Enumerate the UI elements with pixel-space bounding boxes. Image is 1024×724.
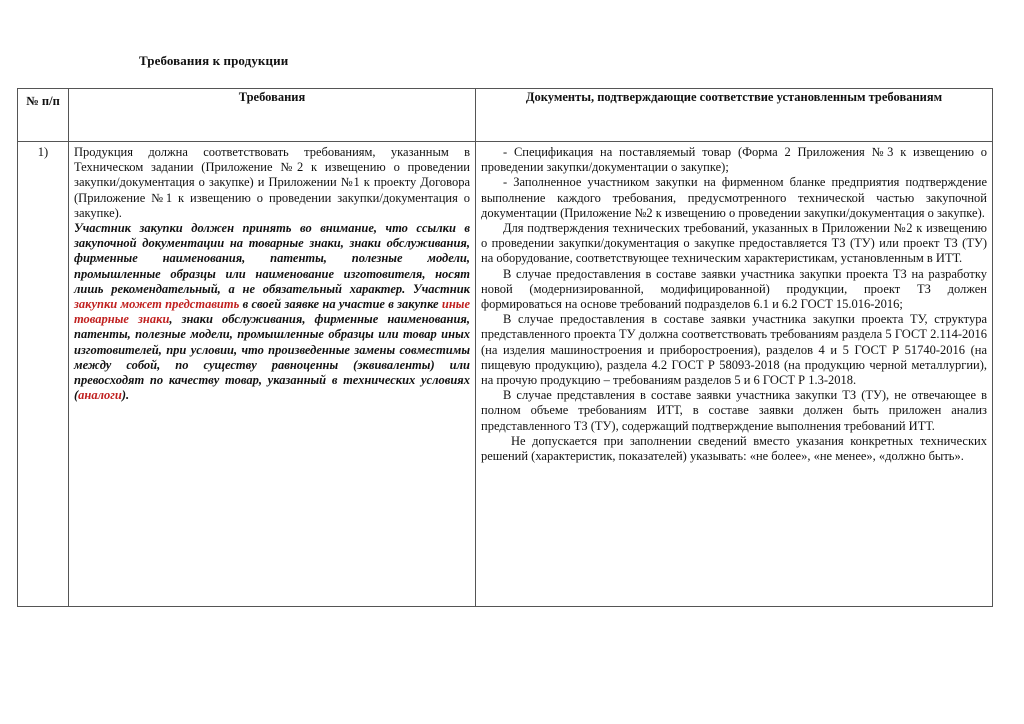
doc-paragraph: Для подтверждения технических требований, указанных в Приложении №2 к извещению о проведении закупки/документация о закупке предоставляется ТЗ (ТУ) или проект ТЗ (ТУ) на оборудование, соответствующее техническим характеристикам, установленным в ИТТ. bbox=[481, 221, 987, 266]
header-requirements: Требования bbox=[69, 89, 476, 142]
note-intro: Участник закупки должен принять во внимание, что ссылки в закупочной документации на товарные знаки, знаки обслуживания, фирменные наименования, патенты, полезные модели, промышленные образцы или наименование изготовителя, носят лишь рекомендательный, а не обязательный характер. Участник bbox=[74, 221, 470, 296]
requirements-table bbox=[17, 88, 993, 607]
note-mid-1: в своей заявке на участие в закупке bbox=[239, 297, 442, 312]
note-red-1: закупки может представить bbox=[74, 297, 240, 312]
doc-paragraph: В случае представления в составе заявки участника закупки ТЗ (ТУ), не отвечающее в полном объеме требованиям ИТТ, в составе заявки должен быть приложен анализ представленного ТЗ (ТУ), содержащий подтверждение выполнения требований ИТТ. bbox=[481, 388, 987, 433]
header-documents: Документы, подтверждающие соответствие установленным требованиям bbox=[476, 89, 993, 142]
note-red-2: иные товарные знаки bbox=[74, 297, 471, 327]
doc-paragraph: - Спецификация на поставляемый товар (Форма 2 Приложения №3 к извещению о проведении закупки/документации о закупке); bbox=[481, 145, 987, 175]
note-mid-2: , знаки обслуживания, фирменные наименования, патенты, полезные модели, промышленные образцы или товар иных изготовителей, при условии, что произведенные замены совместимы между собой, по существу равноценны (эквиваленты) или превосходят по качеству товар, указанный в технических условиях ( bbox=[74, 312, 470, 403]
documents-cell bbox=[476, 142, 993, 607]
doc-paragraph: В случае предоставления в составе заявки участника закупки проекта ТЗ на разработку новой (модернизированной, модифицированной) продукции, проект ТЗ должен формироваться на основе требований подразделов 6.1 и 6.2 ГОСТ 15.016-2016; bbox=[481, 266, 987, 312]
requirements-plain-text: Продукция должна соответствовать требованиям, указанным в Техническом задании (Приложение №2 к извещению о проведении закупки/документация о закупке) и Приложении №1 к проекту Договора (Приложение №1 к извещению о проведении закупки/документация о закупке). bbox=[74, 145, 470, 220]
page-title: Требования к продукции bbox=[139, 53, 289, 68]
table-row bbox=[18, 142, 993, 607]
header-num: № п/п bbox=[18, 89, 69, 142]
row-num: 1) bbox=[18, 142, 69, 607]
requirements-cell bbox=[69, 142, 476, 607]
table-header-row bbox=[18, 89, 993, 142]
doc-paragraph: В случае предоставления в составе заявки участника закупки проекта ТУ, структура представленного проекта ТУ должна соответствовать требованиям раздела 5 ГОСТ 2.114-2016 (на изделия машиностроения и приборостроения), разделов 4 и 5 ГОСТ Р 51740-2016 (на пищевую продукцию), раздела 4.2 ГОСТ Р 58093-2018 (на продукцию черной металлургии), на прочую продукцию – требованиям разделов 5 и 6 ГОСТ Р 1.3-2018. bbox=[481, 312, 987, 388]
note-end: ). bbox=[121, 388, 130, 403]
doc-paragraph: - Заполненное участником закупки на фирменном бланке предприятия подтверждение выполнение каждого требования, предусмотренного технической частью закупочной документации (Приложение №2 к извещению о проведении закупки/документация о закупке). bbox=[481, 175, 987, 220]
doc-paragraph: Не допускается при заполнении сведений вместо указания конкретных технических решений (характеристик, показателей) указывать: «не более», «не менее», «должно быть». bbox=[481, 433, 987, 464]
requirements-note bbox=[74, 221, 470, 403]
note-red-3: аналоги bbox=[78, 388, 122, 403]
